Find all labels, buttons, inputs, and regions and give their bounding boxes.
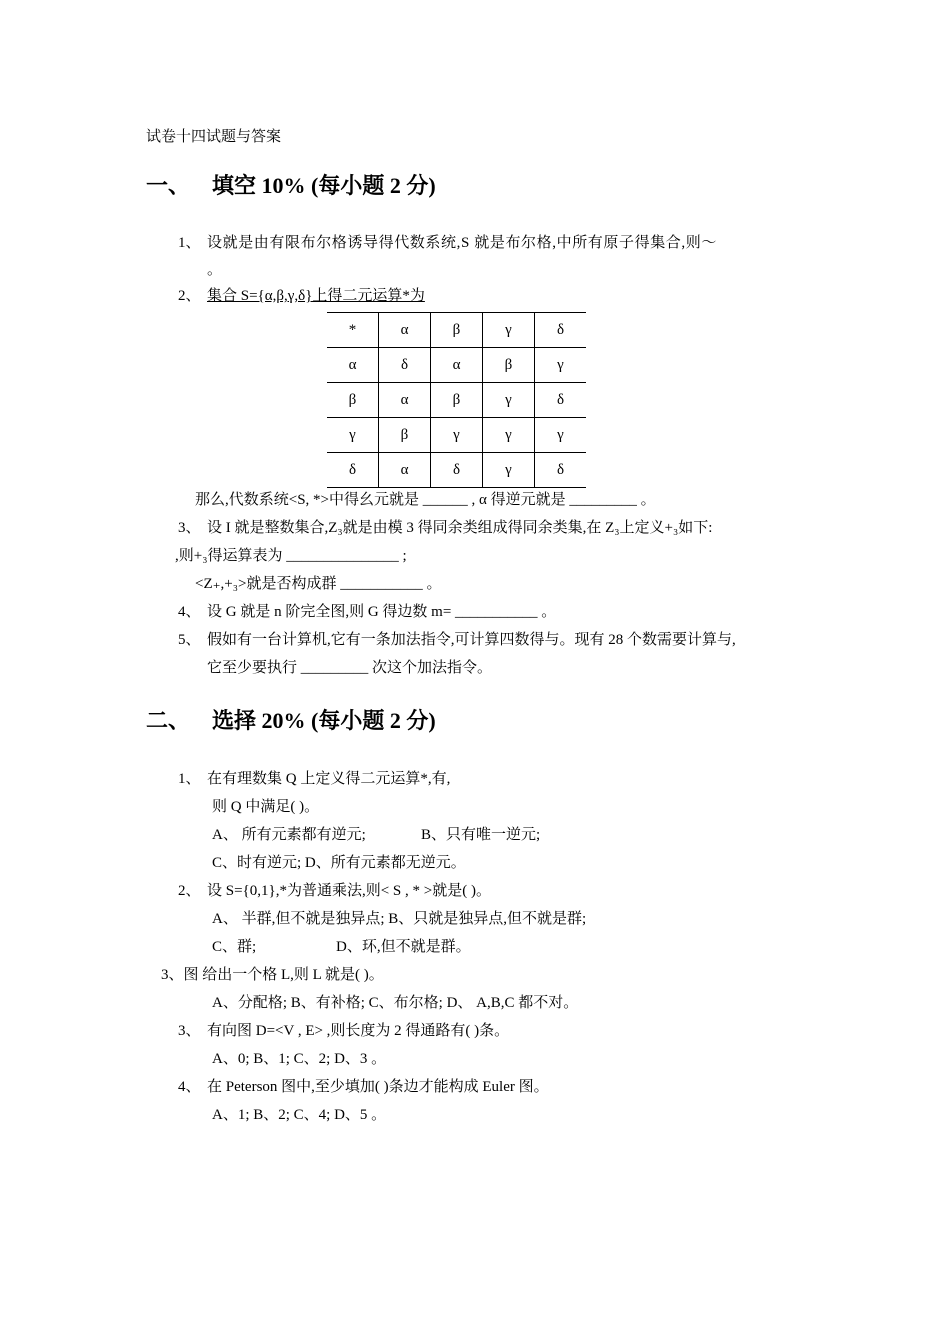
s2-q2-option-c: C、群;: [212, 939, 257, 955]
q4-number: 4、: [178, 604, 201, 620]
table-row: [327, 383, 586, 418]
table-cell: γ: [483, 453, 535, 488]
table-cell: β: [483, 348, 535, 383]
table-cell: α: [327, 348, 379, 383]
s2-q3b-options: A、0; B、1; C、2; D、3 。: [212, 1051, 387, 1067]
s2-q3b-number: 3、: [178, 1023, 201, 1039]
table-cell: δ: [535, 453, 587, 488]
q5-text-2: 它至少要执行 _________ 次这个加法指令。: [207, 660, 493, 676]
table-cell: δ: [431, 453, 483, 488]
table-cell: α: [431, 348, 483, 383]
s2-q1-option-b: B、只有唯一逆元;: [421, 827, 541, 843]
operation-table: [327, 312, 586, 488]
table-cell: β: [431, 313, 483, 348]
table-cell: δ: [327, 453, 379, 488]
table-cell: γ: [483, 383, 535, 418]
table-row: [327, 313, 586, 348]
s2-q1-option-a: A、 所有元素都有逆元;: [212, 827, 366, 843]
q3-text: 设 I 就是整数集合,Z₃就是由模 3 得同余类组成得同余类集,在 Z₃上定义+₃如下:: [207, 520, 713, 536]
q3-text-3: <Z₊,+₃>就是否构成群 ___________ 。: [195, 576, 442, 592]
table-cell: γ: [483, 313, 535, 348]
table-cell: β: [327, 383, 379, 418]
table-cell: α: [379, 313, 431, 348]
table-cell: α: [379, 453, 431, 488]
table-row: [327, 453, 586, 488]
s2-q1-text-2: 则 Q 中满足( )。: [212, 799, 320, 815]
table-cell: β: [379, 418, 431, 453]
q4-text: 设 G 就是 n 阶完全图,则 G 得边数 m= ___________ 。: [207, 604, 557, 620]
table-cell: α: [379, 383, 431, 418]
section2-title: 选择 20% (每小题 2 分): [212, 708, 436, 733]
q1-text-end: 。: [207, 262, 223, 278]
table-cell: γ: [535, 418, 587, 453]
q1-text: 设就是由有限布尔格诱导得代数系统,S 就是布尔格,中所有原子得集合,则～: [207, 235, 717, 251]
s2-q2-option-ab: A、 半群,但不就是独异点; B、只就是独异点,但不就是群;: [212, 911, 587, 927]
s2-q4-options: A、1; B、2; C、4; D、5 。: [212, 1107, 387, 1123]
table-cell: γ: [431, 418, 483, 453]
q2-text: 集合 S={α,β,γ,δ}上得二元运算*为: [207, 288, 425, 304]
q3-text-2: ,则+₃得运算表为 _______________ ;: [175, 548, 407, 564]
table-cell: γ: [483, 418, 535, 453]
s2-q1-text: 在有理数集 Q 上定义得二元运算*,有,: [207, 771, 451, 787]
section1-number: 一、: [146, 173, 191, 198]
q3-number: 3、: [178, 520, 201, 536]
s2-q4-number: 4、: [178, 1079, 201, 1095]
table-cell: β: [431, 383, 483, 418]
s2-q3a-options: A、分配格; B、有补格; C、布尔格; D、 A,B,C 都不对。: [212, 995, 579, 1011]
table-cell: δ: [535, 313, 587, 348]
q1-number: 1、: [178, 235, 201, 251]
s2-q2-text: 设 S={0,1},*为普通乘法,则< S , * >就是( )。: [207, 883, 491, 899]
document-title: 试卷十四试题与答案: [146, 129, 282, 145]
q2-followup: 那么,代数系统<S, *>中得幺元就是 ______ , α 得逆元就是 _________ 。: [195, 492, 656, 508]
table-cell: γ: [535, 348, 587, 383]
s2-q3a-text: 3、图 给出一个格 L,则 L 就是( )。: [161, 967, 384, 983]
s2-q4-text: 在 Peterson 图中,至少填加( )条边才能构成 Euler 图。: [207, 1079, 549, 1095]
s2-q2-number: 2、: [178, 883, 201, 899]
table-cell: δ: [379, 348, 431, 383]
q2-number: 2、: [178, 288, 201, 304]
table-row: [327, 348, 586, 383]
table-cell: δ: [535, 383, 587, 418]
section2-number: 二、: [146, 708, 191, 733]
s2-q1-number: 1、: [178, 771, 201, 787]
table-cell: γ: [327, 418, 379, 453]
section1-title: 填空 10% (每小题 2 分): [212, 173, 436, 198]
table-row: [327, 418, 586, 453]
q5-number: 5、: [178, 632, 201, 648]
q5-text: 假如有一台计算机,它有一条加法指令,可计算四数得与。现有 28 个数需要计算与,: [207, 632, 736, 648]
s2-q2-option-d: D、环,但不就是群。: [336, 939, 471, 955]
s2-q1-option-cd: C、时有逆元; D、所有元素都无逆元。: [212, 855, 466, 871]
s2-q3b-text: 有向图 D=<V , E> ,则长度为 2 得通路有( )条。: [207, 1023, 510, 1039]
table-cell: *: [327, 313, 379, 348]
